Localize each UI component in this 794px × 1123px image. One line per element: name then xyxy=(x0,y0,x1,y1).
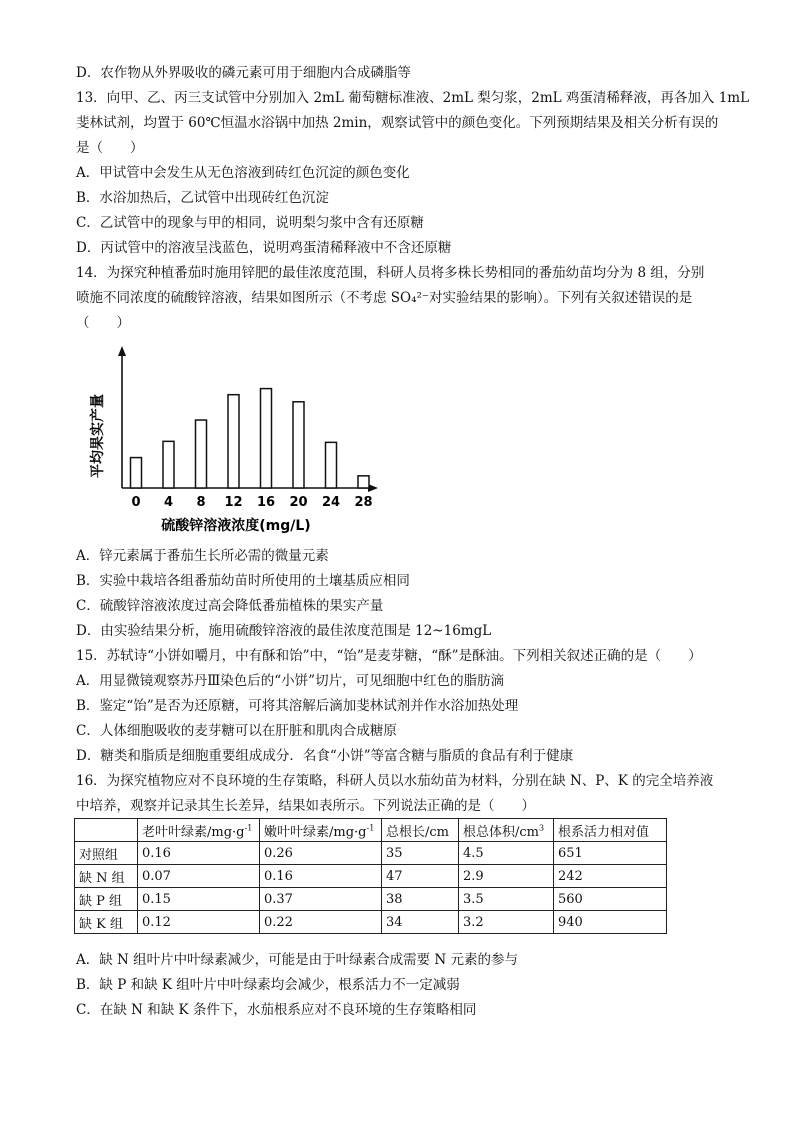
table-cell: 4.5 xyxy=(459,842,554,865)
option-d: D．丙试管中的溶液呈浅蓝色，说明鸡蛋清稀释液中不含还原糖 xyxy=(76,240,452,256)
table-cell: 0.37 xyxy=(260,888,382,911)
x-tick-label: 28 xyxy=(354,495,373,510)
table-header-cell xyxy=(75,819,138,842)
question-16-stem: 16．为探究植物应对不良环境的生存策略，科研人员以水茄幼苗为材料，分别在缺 N、P、K 的完全培养液 xyxy=(76,773,714,789)
table-cell: 651 xyxy=(554,842,667,865)
option-a: A．甲试管中会发生从无色溶液到砖红色沉淀的颜色变化 xyxy=(76,165,410,181)
table-cell: 34 xyxy=(382,911,459,934)
table-row xyxy=(75,911,667,934)
option-d: D．由实验结果分析，施用硫酸锌溶液的最佳浓度范围是 12~16mgL xyxy=(76,623,492,639)
table-cell: 0.07 xyxy=(138,865,260,888)
question-14-stem: （ ） xyxy=(76,315,130,331)
table-header-cell: 老叶叶绿素$/mg\cdot g^{-1}$ xyxy=(138,819,260,842)
option-a: A．缺 N 组叶片中叶绿素减少，可能是由于叶绿素合成需要 N 元素的参与 xyxy=(76,952,519,968)
bar xyxy=(326,442,337,488)
nutrient-table xyxy=(74,818,667,934)
question-13-stem: 13．向甲、乙、丙三支试管中分别加入 2mL 葡萄糖标准液、2mL 梨匀浆，2mL 鸡蛋清稀释液，再各加入 1mL xyxy=(76,90,750,106)
table-cell: 0.12 xyxy=(138,911,260,934)
question-15-stem: 15．苏轼诗“小饼如嚼月，中有酥和饴”中，“饴”是麦芽糖，“酥”是酥油。下列相关叙述正确的是（ ） xyxy=(76,648,702,664)
table-header-cell: 根总体积$/cm^3$ xyxy=(459,819,554,842)
option-c: C．乙试管中的现象与甲的相同，说明梨匀浆中含有还原糖 xyxy=(76,215,424,231)
y-axis-label: 平均果实产量 xyxy=(90,394,106,478)
table-header-cell: 根系活力相对值 xyxy=(554,819,667,842)
bar xyxy=(228,395,239,488)
table-cell: 38 xyxy=(382,888,459,911)
table-cell: 3.2 xyxy=(459,911,554,934)
table-cell: 0.16 xyxy=(138,842,260,865)
option-b: B．鉴定“饴”是否为还原糖，可将其溶解后滴加斐林试剂并作水浴加热处理 xyxy=(76,698,519,714)
table-cell: 0.15 xyxy=(138,888,260,911)
table-header-cell: 总根长/cm xyxy=(382,819,459,842)
question-14-stem: 喷施不同浓度的硫酸锌溶液，结果如图所示（不考虑 SO₄²⁻对实验结果的影响）。下列有关叙述错误的是 xyxy=(76,290,693,306)
table-header-row xyxy=(75,819,667,842)
table-cell: 0.16 xyxy=(260,865,382,888)
x-tick-label: 16 xyxy=(256,495,276,510)
x-tick-label: 0 xyxy=(131,495,141,510)
table-cell: 0.26 xyxy=(260,842,382,865)
option-b: B．缺 P 和缺 K 组叶片中叶绿素均会减少，根系活力不一定减弱 xyxy=(76,977,460,993)
table-cell: 缺 P 组 xyxy=(75,888,138,911)
option-a: A．用显微镜观察苏丹Ⅲ染色后的“小饼”切片，可见细胞中红色的脂肪滴 xyxy=(76,673,505,689)
bar xyxy=(131,458,142,488)
table-cell: 2.9 xyxy=(459,865,554,888)
table-row xyxy=(75,842,667,865)
bar xyxy=(163,441,174,488)
option-c: C．在缺 N 和缺 K 条件下，水茄根系应对不良环境的生存策略相同 xyxy=(76,1002,477,1018)
option-d: D．糖类和脂质是细胞重要组成成分．名食“小饼”等富含糖与脂质的食品有利于健康 xyxy=(76,748,574,764)
table-cell: 3.5 xyxy=(459,888,554,911)
table-cell: 35 xyxy=(382,842,459,865)
table-cell: 940 xyxy=(554,911,667,934)
table-cell: 242 xyxy=(554,865,667,888)
x-axis-label: 硫酸锌溶液浓度(mg/L) xyxy=(161,518,311,534)
y-axis-arrow xyxy=(118,346,126,356)
question-14-stem: 14．为探究种植番茄时施用锌肥的最佳浓度范围，科研人员将多株长势相同的番茄幼苗均分为 8 组，分别 xyxy=(76,265,705,281)
table-cell: 0.22 xyxy=(260,911,382,934)
option-c: C．人体细胞吸收的麦芽糖可以在肝脏和肌肉合成糖原 xyxy=(76,723,397,739)
table-cell: 560 xyxy=(554,888,667,911)
table-header-cell: 嫩叶叶绿素$/mg\cdot g^{-1}$ xyxy=(260,819,382,842)
option-b: B．水浴加热后，乙试管中出现砖红色沉淀 xyxy=(76,190,329,206)
zinc-bar-chart xyxy=(72,338,382,538)
table-row xyxy=(75,888,667,911)
table-cell: 缺 K 组 xyxy=(75,911,138,934)
bar xyxy=(358,476,369,488)
x-tick-label: 4 xyxy=(163,495,174,510)
x-tick-label: 24 xyxy=(321,495,341,510)
bar xyxy=(293,402,304,488)
option-b: B．实验中栽培各组番茄幼苗时所使用的土壤基质应相同 xyxy=(76,573,410,589)
option-a: A．锌元素属于番茄生长所必需的微量元素 xyxy=(76,548,329,564)
text-line: D．农作物从外界吸收的磷元素可用于细胞内合成磷脂等 xyxy=(76,65,411,81)
question-16-stem: 中培养，观察并记录其生长差异，结果如表所示。下列说法正确的是（ ） xyxy=(76,798,535,814)
question-13-stem: 是（ ） xyxy=(76,140,144,156)
table-cell: 47 xyxy=(382,865,459,888)
table-cell: 缺 N 组 xyxy=(75,865,138,888)
question-13-stem: 斐林试剂，均置于 60℃恒温水浴锅中加热 2min，观察试管中的颜色变化。下列预期结果及相关分析有误的 xyxy=(76,115,719,131)
bar xyxy=(196,420,207,488)
option-c: C．硫酸锌溶液浓度过高会降低番茄植株的果实产量 xyxy=(76,598,384,614)
x-tick-label: 12 xyxy=(224,495,243,510)
table-row xyxy=(75,865,667,888)
table-cell: 对照组 xyxy=(75,842,138,865)
x-tick-label: 20 xyxy=(289,495,308,510)
bar xyxy=(261,389,272,488)
x-tick-label: 8 xyxy=(196,495,206,510)
